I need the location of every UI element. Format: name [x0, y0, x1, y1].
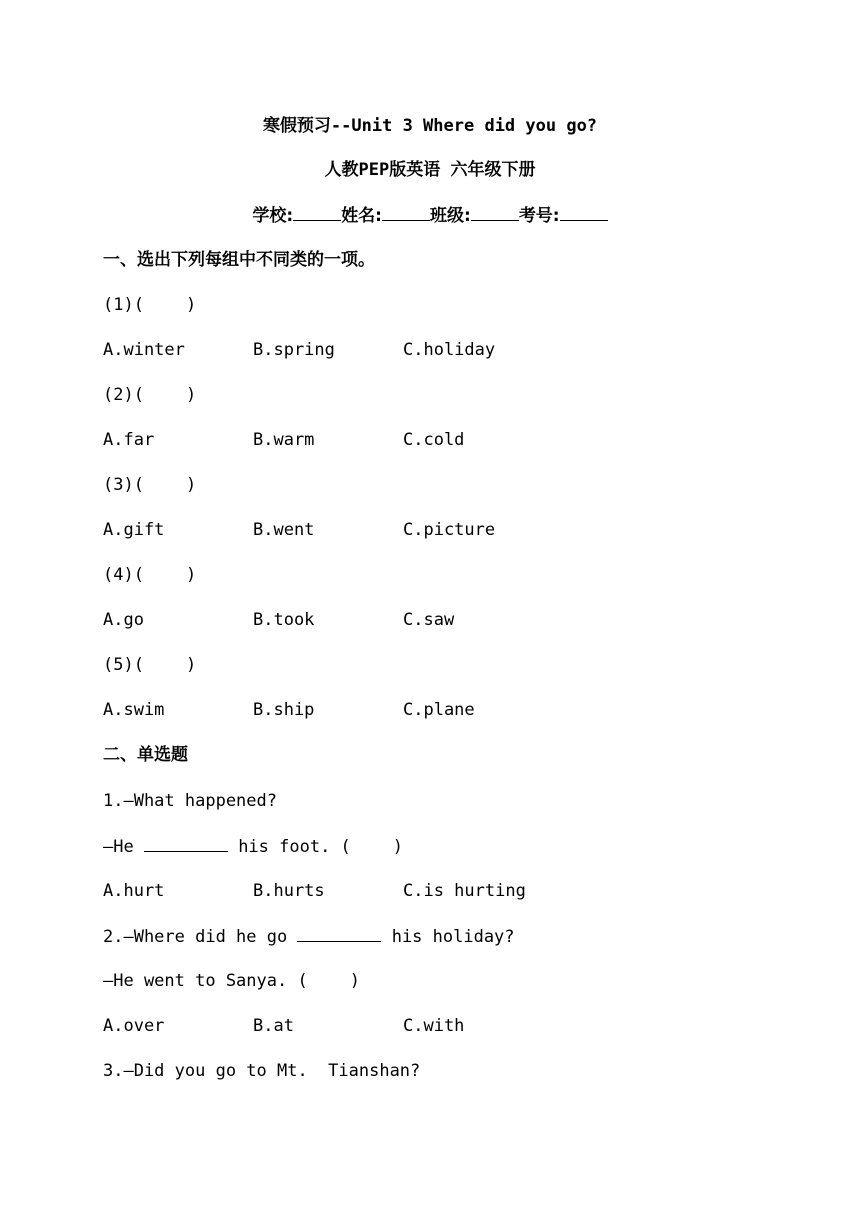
option-b: B.went: [253, 520, 315, 540]
option-a: A.swim: [103, 700, 165, 720]
school-blank[interactable]: [293, 204, 341, 221]
mc2-options: [103, 1015, 553, 1037]
class-blank[interactable]: [471, 204, 519, 221]
option-b: B.at: [253, 1016, 294, 1036]
q2-label: (2)(: [103, 385, 144, 405]
option-b: B.spring: [253, 340, 335, 360]
info-label-exam-number: 考号:: [518, 206, 560, 226]
q1-close: ): [185, 295, 197, 315]
q5-options: [103, 699, 553, 721]
q4-close: ): [185, 565, 197, 585]
option-c: C.picture: [403, 520, 496, 540]
option-a: A.winter: [103, 340, 185, 360]
mc2-question: [103, 925, 515, 948]
q1-options: [103, 339, 553, 361]
option-c: C.with: [403, 1016, 465, 1036]
option-c: C.saw: [403, 610, 455, 630]
mc2-text-post: his holiday?: [381, 927, 515, 947]
page-subtitle: 人教PEP版英语 六年级下册: [324, 160, 536, 180]
q5-number: [103, 654, 196, 676]
option-b: B.hurts: [253, 881, 325, 901]
mc1-fill-blank[interactable]: [144, 835, 228, 852]
section1-heading: 一、选出下列每组中不同类的一项。: [103, 250, 375, 270]
q3-label: (3)(: [103, 475, 144, 495]
option-b: B.took: [253, 610, 315, 630]
q3-close: ): [185, 475, 197, 495]
option-a: A.hurt: [103, 881, 165, 901]
q4-number: [103, 564, 196, 586]
q2-options: [103, 429, 553, 451]
section2-heading: 二、单选题: [103, 745, 188, 765]
option-b: B.warm: [253, 430, 315, 450]
info-label-school: 学校:: [252, 206, 294, 226]
q4-label: (4)(: [103, 565, 144, 585]
mc1-close: ): [392, 837, 404, 857]
mc2-close: ): [349, 971, 360, 991]
q3-options: [103, 519, 553, 541]
option-c: C.cold: [403, 430, 465, 450]
q2-close: ): [185, 385, 197, 405]
option-a: A.far: [103, 430, 155, 450]
option-a: A.over: [103, 1016, 165, 1036]
q4-options: [103, 609, 553, 631]
mc1-answer-line: [103, 835, 403, 858]
mc2-reply: —He went to Sanya. (: [103, 971, 308, 991]
option-b: B.ship: [253, 700, 315, 720]
q3-number: [103, 474, 196, 496]
exam-number-blank[interactable]: [560, 204, 608, 221]
info-label-class: 班级:: [430, 206, 471, 226]
name-blank[interactable]: [382, 204, 430, 221]
q5-close: ): [185, 655, 197, 675]
q1-number: [103, 294, 196, 316]
mc2-text-pre: 2.—Where did he go: [103, 927, 298, 947]
mc1-text-pre: —He: [103, 837, 144, 857]
info-label-name: 姓名:: [341, 206, 382, 226]
option-c: C.is hurting: [403, 881, 526, 901]
page-title: 寒假预习--Unit 3 Where did you go?: [262, 116, 598, 136]
mc2-fill-blank[interactable]: [297, 925, 381, 942]
q2-number: [103, 384, 196, 406]
option-a: A.go: [103, 610, 144, 630]
mc1-text-post: his foot. (: [227, 837, 351, 857]
option-c: C.holiday: [403, 340, 496, 360]
student-info-line: [0, 204, 860, 227]
mc3-question: 3.—Did you go to Mt. Tianshan?: [103, 1061, 421, 1081]
mc1-options: [103, 880, 553, 902]
q5-label: (5)(: [103, 655, 144, 675]
option-a: A.gift: [103, 520, 165, 540]
mc2-answer-line: [103, 970, 360, 992]
option-c: C.plane: [403, 700, 475, 720]
mc1-question: 1.—What happened?: [103, 791, 277, 811]
q1-label: (1)(: [103, 295, 144, 315]
